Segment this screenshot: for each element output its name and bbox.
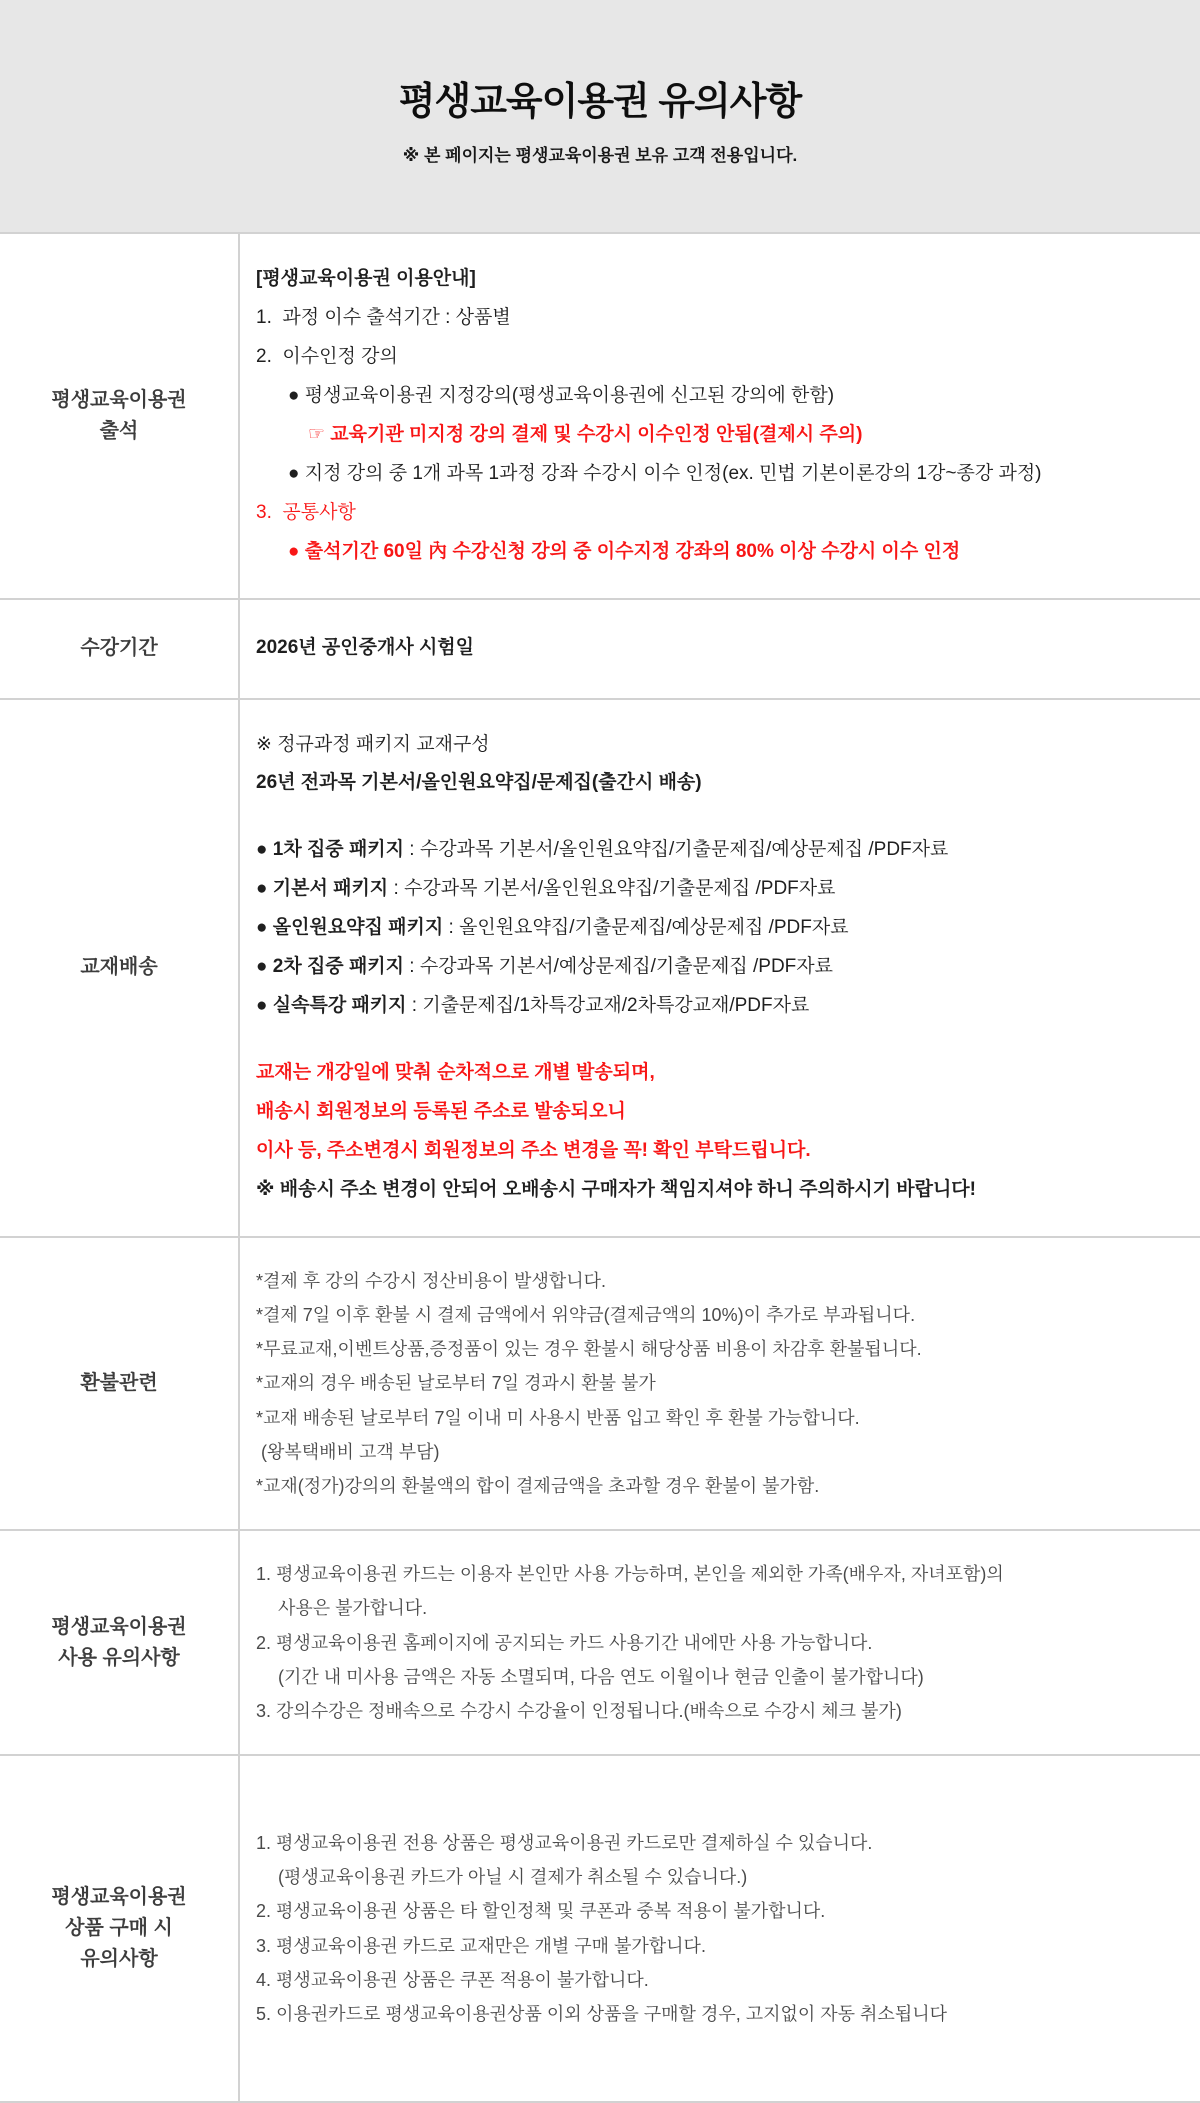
content-line-emphasis: ● 올인원요약집 패키지	[256, 917, 444, 939]
row-content	[239, 1530, 1200, 1755]
content-line: ● 2차 집중 패키지 : 수강과목 기본서/예상문제집/기출문제집 /PDF자료	[256, 956, 833, 978]
content-line: 5. 이용권카드로 평생교육이용권상품 이외 상품을 구매할 경우, 고지없이 자동 취소됩니다	[256, 2003, 947, 2024]
table-row	[0, 1237, 1200, 1530]
content-line-emphasis: ● 기본서 패키지	[256, 878, 389, 900]
notice-table-body	[0, 233, 1200, 2102]
row-content	[239, 233, 1200, 599]
row-label: 평생교육이용권 상품 구매 시 유의사항	[0, 1755, 239, 2102]
content-line: 사용은 불가합니다.	[278, 1598, 428, 1619]
content-line-emphasis: ● 1차 집중 패키지	[256, 839, 405, 861]
content-line: ● 평생교육이용권 지정강의(평생교육이용권에 신고된 강의에 한함)	[288, 384, 835, 406]
table-row	[0, 1755, 1200, 2102]
content-line: *결제 7일 이후 환불 시 결제 금액에서 위약금(결제금액의 10%)이 추가로 부과됩니다.	[256, 1305, 916, 1325]
row-content	[239, 1755, 1200, 2102]
table-row	[0, 233, 1200, 599]
content-line: 26년 전과목 기본서/올인원요약집/문제집(출간시 배송)	[256, 772, 702, 794]
content-line: ● 올인원요약집 패키지 : 올인원요약집/기출문제집/예상문제집 /PDF자료	[256, 917, 849, 939]
content-line: ● 지정 강의 중 1개 과목 1과정 강좌 수강시 이수 인정(ex. 민법 기본이론강의 1강~종강 과정)	[288, 462, 1042, 484]
content-line: *교재의 경우 배송된 날로부터 7일 경과시 환불 불가	[256, 1373, 656, 1394]
content-line: *교재(정가)강의의 환불액의 합이 결제금액을 초과할 경우 환불이 불가함.	[256, 1475, 820, 1496]
content-line: ※ 배송시 주소 변경이 안되어 오배송시 구매자가 책임지셔야 하니 주의하시기 바랍니다!	[256, 1178, 976, 1200]
content-line: 배송시 회원정보의 등록된 주소로 발송되오니	[256, 1101, 626, 1122]
content-line: 교재는 개강일에 맞춰 순차적으로 개별 발송되며,	[256, 1062, 655, 1084]
content-line: ● 실속특강 패키지 : 기출문제집/1차특강교재/2차특강교재/PDF자료	[256, 995, 810, 1017]
content-line-emphasis: ● 실속특강 패키지	[256, 995, 407, 1017]
content-line: 3. 공통사항	[256, 501, 356, 523]
content-line: 3. 평생교육이용권 카드로 교재만은 개별 구매 불가합니다.	[256, 1935, 706, 1956]
content-line: ※ 정규과정 패키지 교재구성	[256, 733, 490, 755]
page-subtitle: ※ 본 페이지는 평생교육이용권 보유 고객 전용입니다.	[402, 146, 798, 165]
content-line: 2026년 공인중개사 시험일	[256, 637, 475, 659]
table-row	[0, 599, 1200, 699]
content-line: 1. 평생교육이용권 전용 상품은 평생교육이용권 카드로만 결제하실 수 있습니다.	[256, 1833, 873, 1853]
row-label: 평생교육이용권 출석	[0, 233, 239, 599]
row-label: 교재배송	[0, 699, 239, 1237]
row-label: 평생교육이용권 사용 유의사항	[0, 1530, 239, 1755]
content-line: ● 기본서 패키지 : 수강과목 기본서/올인원요약집/기출문제집 /PDF자료	[256, 878, 836, 900]
content-line: ● 1차 집중 패키지 : 수강과목 기본서/올인원요약집/기출문제집/예상문제집 /PDF자료	[256, 839, 949, 861]
content-line: *교재 배송된 날로부터 7일 이내 미 사용시 반품 입고 확인 후 환불 가능합니다.	[256, 1407, 860, 1428]
content-line: 1. 과정 이수 출석기간 : 상품별	[256, 306, 511, 328]
row-content	[239, 1237, 1200, 1530]
content-line: *결제 후 강의 수강시 정산비용이 발생합니다.	[256, 1270, 606, 1291]
row-content	[239, 699, 1200, 1237]
content-line: *무료교재,이벤트상품,증정품이 있는 경우 환불시 해당상품 비용이 차감후 환불됩니다.	[256, 1339, 922, 1360]
content-line: 이사 등, 주소변경시 회원정보의 주소 변경을 꼭! 확인 부탁드립니다.	[256, 1139, 811, 1161]
row-label: 환불관련	[0, 1237, 239, 1530]
table-row	[0, 1530, 1200, 1755]
content-line: 2. 평생교육이용권 상품은 타 할인정책 및 쿠폰과 중복 적용이 불가합니다.	[256, 1901, 826, 1922]
content-line: (기간 내 미사용 금액은 자동 소멸되며, 다음 연도 이월이나 현금 인출이 불가합니다)	[278, 1666, 924, 1687]
content-line: ☞ 교육기관 미지정 강의 결제 및 수강시 이수인정 안됨(결제시 주의)	[308, 423, 863, 445]
content-line: (왕복택배비 고객 부담)	[256, 1441, 440, 1462]
content-line: 2. 이수인정 강의	[256, 345, 398, 367]
row-content	[239, 599, 1200, 699]
content-line: 3. 강의수강은 정배속으로 수강시 수강율이 인정됩니다.(배속으로 수강시 체크 불가)	[256, 1700, 902, 1721]
notice-table	[0, 232, 1200, 2103]
content-line: [평생교육이용권 이용안내]	[256, 268, 476, 289]
content-line: 2. 평생교육이용권 홈페이지에 공지되는 카드 사용기간 내에만 사용 가능합니다.	[256, 1632, 873, 1653]
content-line: 4. 평생교육이용권 상품은 쿠폰 적용이 불가합니다.	[256, 1969, 649, 1990]
page-header	[0, 0, 1200, 232]
content-line: ● 출석기간 60일 內 수강신청 강의 중 이수지정 강좌의 80% 이상 수강시 이수 인정	[288, 540, 961, 562]
row-label: 수강기간	[0, 599, 239, 699]
content-line: (평생교육이용권 카드가 아닐 시 결제가 취소될 수 있습니다.)	[278, 1867, 748, 1888]
content-line: 1. 평생교육이용권 카드는 이용자 본인만 사용 가능하며, 본인을 제외한 가족(배우자, 자녀포함)의	[256, 1564, 1004, 1585]
page-title: 평생교육이용권 유의사항	[398, 81, 802, 123]
table-row	[0, 699, 1200, 1237]
content-line-emphasis: ● 2차 집중 패키지	[256, 956, 405, 978]
